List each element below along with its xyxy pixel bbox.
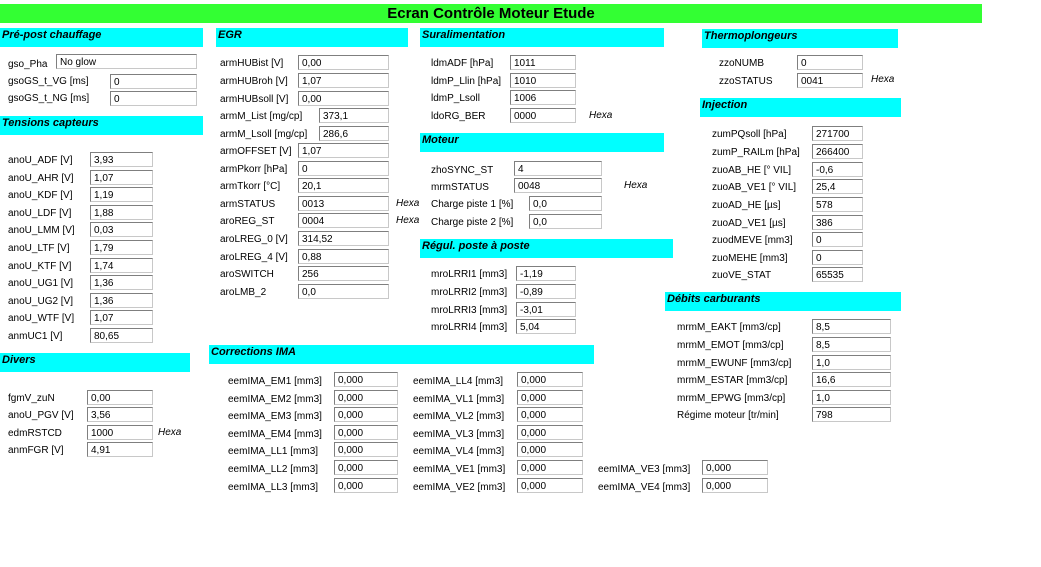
value-field[interactable]: 1000 [87,425,153,440]
value-field[interactable]: 0,000 [334,407,398,422]
hexa-indicator: Hexa [589,110,613,121]
section-divers: Divers [0,353,190,372]
value-field[interactable]: 0048 [514,178,602,193]
value-field[interactable]: 1,79 [90,240,153,255]
field-label: zuoAB_VE1 [° VIL] [712,182,797,193]
field-label: eemIMA_VE2 [mm3] [413,482,506,493]
hexa-indicator: Hexa [396,198,420,209]
section-egr: EGR [216,28,408,47]
value-field[interactable]: 0,000 [517,478,583,493]
field-label: anmFGR [V] [8,445,64,456]
field-label: Régime moteur [tr/min] [677,410,779,421]
field-label: eemIMA_EM2 [mm3] [228,394,322,405]
field-label: Charge piste 1 [%] [431,199,514,210]
value-field[interactable]: 286,6 [319,126,389,141]
field-label: anoU_LTF [V] [8,243,70,254]
value-field[interactable]: 1,19 [90,187,153,202]
value-field[interactable]: -1,19 [516,266,576,281]
value-field[interactable]: 1,0 [812,355,891,370]
field-label: armM_List [mg/cp] [220,111,303,122]
value-field[interactable]: 0 [797,55,863,70]
field-label: armM_Lsoll [mg/cp] [220,129,308,140]
field-label: eemIMA_VL4 [mm3] [413,446,505,457]
field-label: eemIMA_EM3 [mm3] [228,411,322,422]
value-field[interactable]: 373,1 [319,108,389,123]
value-field[interactable]: 0 [298,161,389,176]
value-field[interactable]: 578 [812,197,863,212]
field-label: zhoSYNC_ST [431,165,494,176]
field-label: eemIMA_EM1 [mm3] [228,376,322,387]
field-label: mrmM_EPWG [mm3/cp] [677,393,786,404]
value-field[interactable]: 0,0 [298,284,389,299]
value-field[interactable]: 65535 [812,267,863,282]
hexa-indicator: Hexa [396,215,420,226]
value-field[interactable]: 8,5 [812,319,891,334]
value-field[interactable]: 0004 [298,213,389,228]
field-label: armPkorr [hPa] [220,164,288,175]
field-label: eemIMA_VE1 [mm3] [413,464,506,475]
value-field[interactable]: 0,000 [517,372,583,387]
field-label: anoU_ADF [V] [8,155,73,166]
value-field[interactable]: 0 [110,74,197,89]
value-field[interactable]: 5,04 [516,319,576,334]
value-field[interactable]: 0 [812,250,863,265]
field-label: aroSWITCH [220,269,274,280]
value-field[interactable]: 386 [812,215,863,230]
field-label: anoU_KDF [V] [8,190,73,201]
field-label: zuoMEHE [mm3] [712,253,788,264]
field-label: zuoVE_STAT [712,270,772,281]
field-label: mroLRRI3 [mm3] [431,305,508,316]
value-field[interactable]: -3,01 [516,302,576,317]
value-field[interactable]: 3,93 [90,152,153,167]
value-field[interactable]: 0,00 [87,390,153,405]
value-field[interactable]: 0,000 [702,478,768,493]
value-field[interactable]: 0,000 [517,425,583,440]
value-field[interactable]: 0,000 [334,460,398,475]
field-label: eemIMA_LL3 [mm3] [228,482,319,493]
field-label: mroLRRI2 [mm3] [431,287,508,298]
value-field[interactable]: 1,36 [90,293,153,308]
field-label: eemIMA_VL3 [mm3] [413,429,505,440]
field-label: eemIMA_VE3 [mm3] [598,464,691,475]
value-field[interactable]: 3,56 [87,407,153,422]
value-field[interactable]: 1,07 [298,143,389,158]
section-pre-post-chauffage: Pré-post chauffage [0,28,203,47]
value-field[interactable]: 271700 [812,126,863,141]
field-label: mroLRRI1 [mm3] [431,269,508,280]
field-label: aroLMB_2 [220,287,267,298]
value-field[interactable]: 0,0 [529,214,602,229]
field-label: zuoAD_VE1 [µs] [712,218,786,229]
field-label: ldoRG_BER [431,111,486,122]
field-label: eemIMA_EM4 [mm3] [228,429,322,440]
field-label: gsoGS_t_NG [ms] [8,93,90,104]
field-label: mrmM_EMOT [mm3/cp] [677,340,784,351]
field-label: zuoAB_HE [° VIL] [712,165,792,176]
value-field[interactable]: 4,91 [87,442,153,457]
field-label: zumP_RAILm [hPa] [712,147,800,158]
field-label: aroREG_ST [220,216,275,227]
field-label: mrmM_ESTAR [mm3/cp] [677,375,788,386]
value-field[interactable]: 0041 [797,73,863,88]
value-field[interactable]: 256 [298,266,389,281]
value-field[interactable]: 0,000 [334,372,398,387]
value-field[interactable]: 0,000 [334,478,398,493]
value-field[interactable]: 1006 [510,90,576,105]
field-label: gso_Pha [8,59,48,70]
value-field[interactable]: 1,36 [90,275,153,290]
field-label: ldmADF [hPa] [431,58,494,69]
value-field[interactable]: 0,000 [334,425,398,440]
field-label: zuodMEVE [mm3] [712,235,793,246]
value-field[interactable]: 0,000 [702,460,768,475]
field-label: anoU_KTF [V] [8,261,72,272]
field-label: mrmM_EAKT [mm3/cp] [677,322,781,333]
value-field[interactable]: 798 [812,407,891,422]
section-injection: Injection [700,98,901,117]
field-label: anoU_AHR [V] [8,173,74,184]
value-field[interactable]: 1,07 [298,73,389,88]
value-field[interactable]: 8,5 [812,337,891,352]
hexa-indicator: Hexa [158,427,182,438]
value-field[interactable]: 0,000 [517,390,583,405]
value-field[interactable]: 0,00 [298,55,389,70]
value-field[interactable]: 0,00 [298,91,389,106]
field-label: zzoNUMB [719,58,765,69]
value-field[interactable]: -0,89 [516,284,576,299]
value-field[interactable]: 1,88 [90,205,153,220]
field-label: armOFFSET [V] [220,146,292,157]
value-field[interactable]: 0,03 [90,222,153,237]
field-label: zumPQsoll [hPa] [712,129,787,140]
value-field[interactable]: 1011 [510,55,576,70]
field-label: edmRSTCD [8,428,62,439]
field-label: zuoAD_HE [µs] [712,200,781,211]
value-field[interactable]: 1,0 [812,390,891,405]
hexa-indicator: Hexa [624,180,648,191]
field-label: armHUBroh [V] [220,76,288,87]
field-label: gsoGS_t_VG [ms] [8,76,89,87]
value-field[interactable]: 25,4 [812,179,863,194]
field-label: anoU_UG2 [V] [8,296,74,307]
value-field[interactable]: 16,6 [812,372,891,387]
value-field[interactable]: 0 [110,91,197,106]
field-label: anoU_LDF [V] [8,208,72,219]
field-label: Charge piste 2 [%] [431,217,514,228]
field-label: armSTATUS [220,199,276,210]
value-field[interactable]: 0,000 [334,442,398,457]
field-label: anoU_PGV [V] [8,410,74,421]
field-label: eemIMA_LL1 [mm3] [228,446,319,457]
field-label: anoU_UG1 [V] [8,278,74,289]
value-field[interactable]: 20,1 [298,178,389,193]
value-field[interactable]: No glow [56,54,197,69]
value-field[interactable]: 0,000 [334,390,398,405]
field-label: eemIMA_LL2 [mm3] [228,464,319,475]
field-label: aroLREG_4 [V] [220,252,288,263]
field-label: armHUBsoll [V] [220,94,289,105]
field-label: mrmM_EWUNF [mm3/cp] [677,358,792,369]
section-tensions-capteurs: Tensions capteurs [0,116,203,135]
value-field[interactable]: 314,52 [298,231,389,246]
value-field[interactable]: 0,000 [517,407,583,422]
section-regul-poste-a-poste: Régul. poste à poste [420,239,673,258]
field-label: ldmP_Llin [hPa] [431,76,502,87]
value-field[interactable]: 80,65 [90,328,153,343]
field-label: anoU_WTF [V] [8,313,75,324]
field-label: armTkorr [°C] [220,181,281,192]
section-thermoplongeurs: Thermoplongeurs [702,29,898,48]
field-label: anoU_LMM [V] [8,225,75,236]
field-label: eemIMA_VE4 [mm3] [598,482,691,493]
value-field[interactable]: 1010 [510,73,576,88]
value-field[interactable]: 1,07 [90,170,153,185]
value-field[interactable]: 0 [812,232,863,247]
section-moteur: Moteur [420,133,664,152]
field-label: eemIMA_VL2 [mm3] [413,411,505,422]
field-label: mroLRRI4 [mm3] [431,322,508,333]
value-field[interactable]: 0,0 [529,196,602,211]
section-suralimentation: Suralimentation [420,28,664,47]
value-field[interactable]: 0000 [510,108,576,123]
screen-title: Ecran Contrôle Moteur Etude [0,4,982,23]
field-label: eemIMA_VL1 [mm3] [413,394,505,405]
value-field[interactable]: 0,88 [298,249,389,264]
value-field[interactable]: 1,74 [90,258,153,273]
section-corrections-ima: Corrections IMA [209,345,594,364]
field-label: ldmP_Lsoll [431,93,480,104]
field-label: armHUBist [V] [220,58,284,69]
value-field[interactable]: 1,07 [90,310,153,325]
value-field[interactable]: -0,6 [812,162,863,177]
field-label: mrmSTATUS [431,182,489,193]
field-label: eemIMA_LL4 [mm3] [413,376,504,387]
field-label: aroLREG_0 [V] [220,234,288,245]
section-debits-carburants: Débits carburants [665,292,901,311]
value-field[interactable]: 266400 [812,144,863,159]
value-field[interactable]: 0,000 [517,460,583,475]
value-field[interactable]: 4 [514,161,602,176]
field-label: fgmV_zuN [8,393,55,404]
hexa-indicator: Hexa [871,74,895,85]
value-field[interactable]: 0013 [298,196,389,211]
value-field[interactable]: 0,000 [517,442,583,457]
field-label: anmUC1 [V] [8,331,63,342]
field-label: zzoSTATUS [719,76,773,87]
